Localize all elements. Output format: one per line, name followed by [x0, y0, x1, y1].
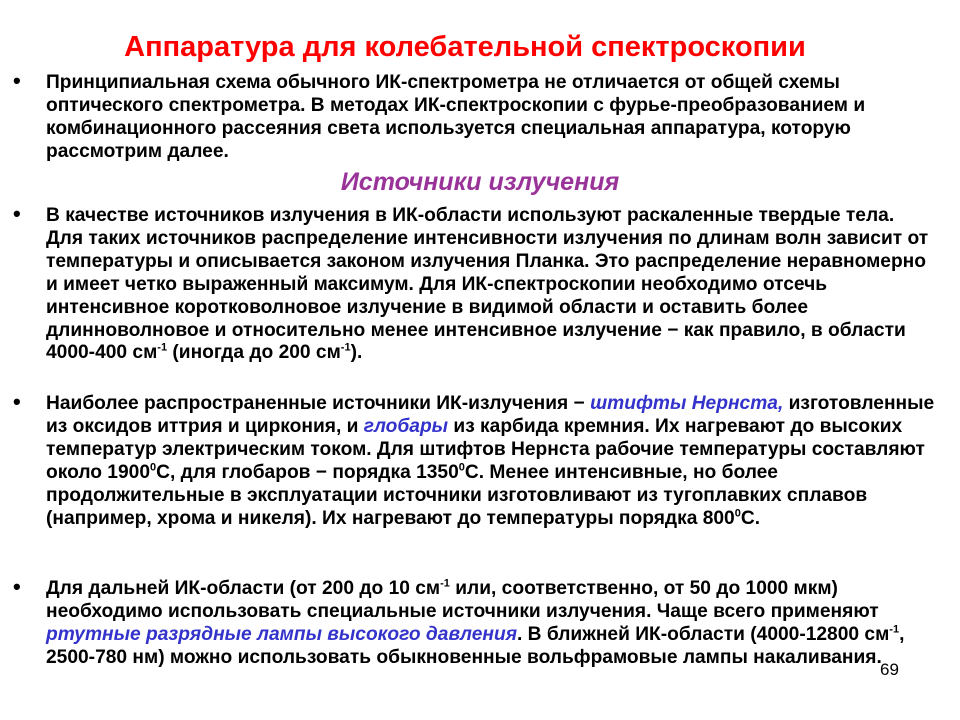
highlight-term: штифты Нернста, [590, 393, 784, 414]
nernst-globar-paragraph [46, 393, 936, 530]
text-run: , 2500-780 нм) можно использовать обыкновенные вольфрамовые лампы накаливания. [46, 623, 905, 668]
text-run: ). [350, 342, 363, 364]
text-run: В качестве источников излучения в ИК-области используют раскаленные твердые тела. Для таких источников распределение интенсивности излучения по длинам волн зависит от температуры и описывается законом излучения Планка. Это распределение неравномерно и имеет четко выраженный максимум. Для ИК-спектроскопии необходимо отсечь интенсивное коротковолновое излучение в видимой области и оставить более длинноволновое и относительно менее интенсивное излучение − как правило, в области 4000-400 см [46, 205, 929, 364]
bullet-4: • [13, 574, 21, 599]
text-run: (иногда до 200 см [167, 342, 341, 364]
page-number: 69 [880, 660, 899, 679]
superscript: -1 [157, 342, 168, 355]
highlight-term: глобары [363, 415, 449, 437]
superscript: 0 [150, 461, 157, 474]
text-run: С. Менее интенсивные, но более продолжительные в эксплуатации источники изготовливают из тугоплавких сплавов (например, хрома и никеля). Их нагревают до температуры порядка 800 [46, 461, 868, 529]
superscript: -1 [889, 623, 900, 636]
superscript: -1 [340, 342, 351, 355]
text-run: Наиболее распространенные источники ИК-излучения − [46, 393, 591, 414]
bullet-2: • [13, 201, 21, 226]
section-subheading: Источники излучения [340, 168, 620, 196]
text-run: изготовленные из оксидов иттрия и циркония, и [46, 393, 935, 437]
sources-paragraph [46, 205, 936, 365]
superscript: 0 [734, 507, 741, 520]
text-run: С. [740, 507, 761, 529]
highlight-term: ртутные разрядные лампы высокого давления [46, 623, 518, 645]
bullet-1: • [13, 68, 21, 93]
text-run: С, для глобаров − порядка 1350 [156, 461, 459, 483]
text-run: из карбида кремния. Их нагревают до высоких температур электрическим током. Для штифтов Нернста рабочие температуры составляют около 1900 [46, 415, 925, 483]
text-run: или, соответственно, от 50 до 1000 мкм) необходимо использовать специальные источники излучения. Чаще всего применяют [46, 578, 879, 622]
superscript: -1 [440, 577, 450, 590]
text-run: Для дальней ИК-области (от 200 до 10 см [46, 578, 441, 599]
text-run: . В ближней ИК-области (4000-12800 см [517, 623, 890, 645]
bullet-3: • [13, 389, 21, 414]
superscript: 0 [458, 461, 465, 474]
far-ir-paragraph [46, 578, 936, 670]
slide-title: Аппаратура для колебательной спектроскопии [124, 31, 806, 63]
intro-paragraph: Принципиальная схема обычного ИК-спектрометра не отличается от общей схемы оптического спектрометра. В методах ИК-спектроскопии с фурье-преобразованием и комбинационного рассеяния света используется специальная аппаратура, которую рассмотрим далее. [46, 72, 866, 162]
